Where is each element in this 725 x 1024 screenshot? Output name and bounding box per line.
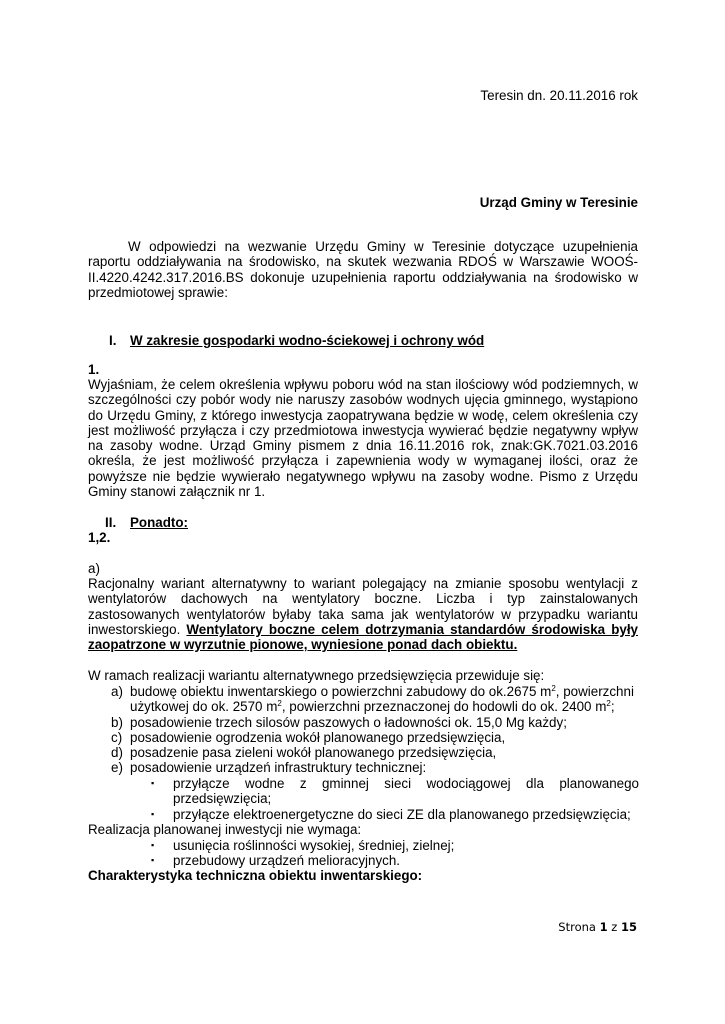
not-required-bullet-1: usunięcia roślinności wysokiej, średniej, zielnej; bbox=[173, 838, 455, 853]
section-2-title: Ponadto: bbox=[130, 515, 189, 530]
footer-of: z bbox=[607, 920, 621, 934]
page-footer bbox=[558, 920, 637, 934]
alt-item-a-text1b: , powierzchni bbox=[555, 684, 634, 699]
bullet-square-icon: ▪ bbox=[151, 840, 155, 850]
footer-total-pages: 15 bbox=[620, 920, 637, 934]
alt-item-a-sup3: 2 bbox=[606, 699, 611, 708]
alt-item-e-marker: e) bbox=[111, 760, 123, 775]
alt-item-b-marker: b) bbox=[111, 715, 123, 730]
section-2-item-number: 1,2. bbox=[88, 530, 111, 545]
infra-bullet-1-text1: przyłącze wodne z gminnej sieci wodociągowej dla planowanego bbox=[173, 776, 639, 791]
alt-item-d-marker: d) bbox=[111, 745, 123, 760]
alt-item-c-marker: c) bbox=[111, 730, 123, 745]
alt-item-a-text2c: ; bbox=[610, 699, 615, 714]
alt-item-e-text: posadowienie urządzeń infrastruktury technicznej: bbox=[130, 760, 427, 775]
footer-page-number: 1 bbox=[599, 920, 608, 934]
alt-item-a-text1: budowę obiektu inwentarskiego o powierzchni zabudowy do ok.2675 m bbox=[130, 684, 552, 699]
alt-item-a-line2 bbox=[130, 699, 615, 714]
bullet-square-icon: ▪ bbox=[151, 855, 155, 865]
addressee: Urząd Gminy w Teresinie bbox=[479, 195, 638, 210]
alt-item-a-text2: użytkowej do ok. 2570 m bbox=[130, 699, 278, 714]
section-2-body-emphasis: Wentylatory boczne celem dotrzymania standardów środowiska były zaopatrzone w wyrzutnie pionowe, wyniesione ponad dach obiektu. bbox=[88, 621, 638, 653]
alt-item-c-text: posadowienie ogrodzenia wokół planowanego przedsięwzięcia, bbox=[130, 730, 506, 745]
alternative-intro: W ramach realizacji wariantu alternatywnego przedsięwzięcia przewiduje się: bbox=[88, 668, 545, 683]
alt-item-a-sup2: 2 bbox=[277, 699, 282, 708]
section-1-body: Wyjaśniam, że celem określenia wpływu poboru wód na stan ilościowy wód podziemnych, w szczególności czy pobór wody nie naruszy zasobów wodnych ujęcia gminnego, wystąpiono do Urzędu Gminy, z którego inwestycja zaopatrywana będzie w wodę, celem określenia czy jest możliwość przyłącza i czy przedmiotowa inwestycja wywierać będzie negatywny wpływ na zasoby wodne. Urząd Gminy pismem z dnia 16.11.2016 rok, znak:GK.7021.03.2016 określa, że jest możliwość przyłącza i zapewnienia wody w wymaganej ilości, oraz że powyższe nie będzie wywierało negatywnego wpływu na zasoby wodne. Pismo z Urzędu Gminy stanowi załącznik nr 1. bbox=[88, 377, 638, 500]
alt-item-a-marker: a) bbox=[111, 684, 123, 699]
section-1-title: W zakresie gospodarki wodno-ściekowej i ochrony wód bbox=[130, 333, 485, 348]
not-required-intro: Realizacja planowanej inwestycji nie wymaga: bbox=[88, 822, 362, 837]
section-1-item-number: 1. bbox=[88, 362, 100, 377]
section-2-number: II. bbox=[105, 515, 117, 530]
bullet-square-icon: ▪ bbox=[151, 809, 155, 819]
infra-bullet-1-line2: przedsięwzięcia; bbox=[173, 791, 272, 806]
infra-bullet-2-text: przyłącze elektroenergetyczne do sieci ZE dla planowanego przedsięwzięcia; bbox=[173, 807, 631, 822]
bullet-square-icon: ▪ bbox=[151, 778, 155, 788]
not-required-bullet-2: przebudowy urządzeń melioracyjnych. bbox=[173, 853, 401, 868]
date-line: Teresin dn. 20.11.2016 rok bbox=[480, 88, 638, 103]
alt-item-a-line1 bbox=[130, 684, 634, 699]
alt-item-d-text: posadzenie pasa zieleni wokół planowanego przedsięwzięcia, bbox=[130, 745, 497, 760]
section-1-number: I. bbox=[109, 333, 117, 348]
alt-item-a-text2b: , powierzchni przeznaczonej do hodowli do ok. 2400 m bbox=[281, 699, 607, 714]
footer-prefix: Strona bbox=[558, 920, 600, 934]
tech-heading: Charakterystyka techniczna obiektu inwentarskiego: bbox=[88, 868, 423, 883]
intro-paragraph: W odpowiedzi na wezwanie Urzędu Gminy w Teresinie dotyczące uzupełnienia raportu oddziaływania na środowisko, na skutek wezwania RDOŚ w Warszawie WOOŚ-II.4220.4242.317.2016.BS dokonuje uzupełnienia raportu oddziaływania na środowisko w przedmiotowej sprawie: bbox=[88, 239, 638, 300]
section-2-sub-a: a) bbox=[88, 561, 100, 576]
alt-item-a-sup1: 2 bbox=[551, 684, 556, 693]
section-2-body-text: Racjonalny wariant alternatywny to wariant polegający na zmianie sposobu wentylacji z wentylatorów dachowych na wentylatory boczne. Liczba i typ zainstalowanych zastosowanych wentylatorów byłaby taka sama jak wentylatorów w przypadku wariantu inwestorskiego. bbox=[88, 576, 638, 637]
infra-bullet-1-line1 bbox=[173, 776, 639, 791]
alt-item-b-text: posadowienie trzech silosów paszowych o ładowności ok. 15,0 Mg każdy; bbox=[130, 715, 567, 730]
section-2-body bbox=[88, 576, 638, 652]
